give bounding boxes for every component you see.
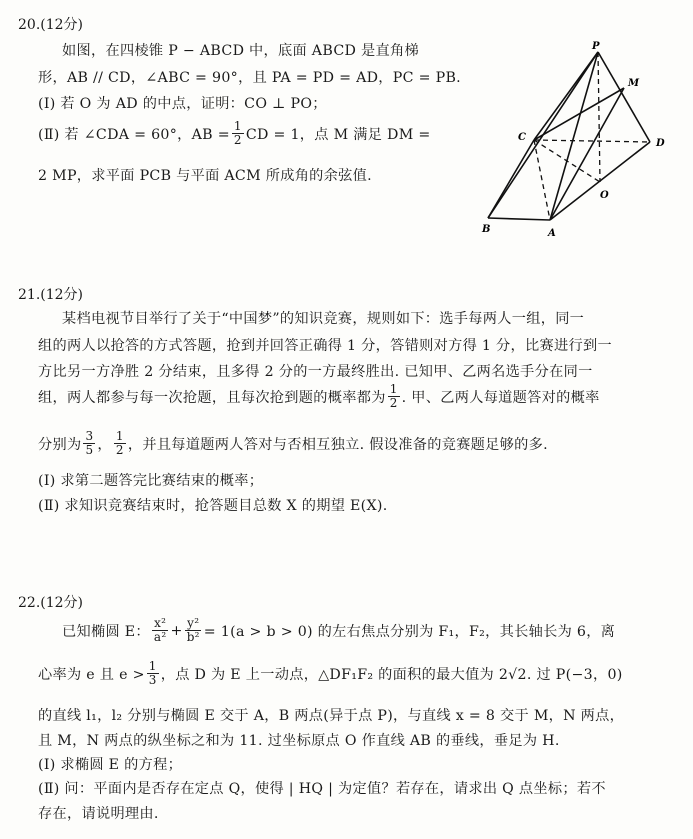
q21-line4 [38,383,600,410]
q22-fraction-1-3 [147,660,159,687]
fraction-denominator: 5 [85,443,94,457]
q20-fraction [232,120,244,147]
q21-fraction-1-2 [114,430,126,457]
pyramid-figure [478,40,678,240]
q21-line5-text-b: ，并且每道题两人答对与否相互独立. 假设准备的竞赛题足够的多. [127,436,548,453]
fraction-numerator: 1 [389,382,398,396]
q20-header: 20.(12分) [18,17,84,33]
q22-line2 [38,660,623,687]
q20-line1: 如图，在四棱锥 P − ABCD 中，底面 ABCD 是直角梯 [62,43,419,59]
q22-line3: 的直线 l₁，l₂ 分别与椭圆 E 交于 A，B 两点(异于点 P)，与直线 x = 8 交于 M，N 两点， [38,708,625,724]
fraction-numerator: y² [187,616,200,630]
q20-line4-text-b: CD = 1，点 M 满足 DM = [245,126,431,143]
q22-line1-text-a: 已知椭圆 E： [62,623,150,640]
label-A: A [548,228,556,239]
q20-line3: (Ⅰ) 若 O 为 AD 的中点，证明：CO ⊥ PO； [38,96,327,112]
fraction-numerator: x² [154,616,167,630]
q20-line4-text-a: (Ⅱ) 若 ∠CDA = 60°，AB = [38,126,230,143]
q20-line2: 形，AB // CD，∠ABC = 90°，且 PA = PD = AD，PC = PB. [38,70,461,86]
q21-fraction-half [388,383,400,410]
q21-line2: 组的两人以抢答的方式答题，抢到并回答正确得 1 分，答错则对方得 1 分，比赛进行到一 [38,338,612,354]
q21-line5-text-a: 分别为 [38,436,82,453]
q21-header: 21.(12分) [18,287,84,303]
q21-fraction-3-5 [83,430,95,457]
q21-line4-text-b: . 甲、乙两人每道题答对的概率 [401,389,600,406]
q22-line7: 存在，请说明理由. [38,806,159,822]
q21-line5 [38,430,548,457]
fraction-numerator: 1 [115,429,124,443]
fraction-numerator: 1 [148,659,157,673]
fraction-numerator: 1 [233,119,242,133]
q22-line4: 且 M，N 两点的纵坐标之和为 11. 过坐标原点 O 作直线 AB 的垂线，垂足为 H. [38,733,560,749]
fraction-denominator: b² [186,630,200,644]
fraction-denominator: 3 [148,673,157,687]
fraction-numerator: 3 [85,429,94,443]
q22-line1 [62,617,615,644]
fraction-denominator: 2 [389,396,398,410]
q21-line6: (Ⅰ) 求第二题答完比赛结束的概率； [38,473,264,489]
q22-line6: (Ⅱ) 问：平面内是否存在定点 Q，使得 | HQ | 为定值？若存在，请求出 Q 点坐标；若不 [38,781,606,797]
fraction-denominator: a² [153,630,167,644]
q21-line4-text-a: 组，两人都参与每一次抢题，且每次抢到题的概率都为 [38,389,386,406]
label-C: C [518,132,526,143]
q22-line2-text-a: 心率为 e 且 e > [38,666,145,683]
q21-line1: 某档电视节目举行了关于“中国梦”的知识竞赛，规则如下：选手每两人一组，同一 [62,311,585,327]
fraction-denominator: 2 [233,133,242,147]
q20-line4 [38,120,431,147]
q22-line5: (Ⅰ) 求椭圆 E 的方程； [38,757,183,773]
q21-line5-separator: ， [97,436,112,453]
q22-line2-text-b: ，点 D 为 E 上一动点，△DF₁F₂ 的面积的最大值为 2√2. 过 P(−3，0) [160,666,623,683]
q21-line7: (Ⅱ) 求知识竞赛结束时，抢答题目总数 X 的期望 E(X). [38,498,388,514]
q21-line3: 方比另一方净胜 2 分结束，且多得 2 分的一方最终胜出. 已知甲、乙两名选手分在同一 [38,364,593,380]
q22-fraction-y2-b2 [185,617,202,644]
label-P: P [592,41,600,52]
q22-fraction-x2-a2 [152,617,169,644]
q22-header: 22.(12分) [18,595,84,611]
fraction-denominator: 2 [115,443,124,457]
label-O: O [600,190,609,201]
q22-plus-sign: + [170,622,183,639]
q22-line1-text-b: = 1(a > b > 0) 的左右焦点分别为 F₁，F₂，其长轴长为 6，离 [203,623,616,640]
label-B: B [482,224,491,235]
q20-line5: 2 MP，求平面 PCB 与平面 ACM 所成角的余弦值. [38,168,372,184]
label-M: M [628,78,640,89]
label-D: D [656,138,665,149]
